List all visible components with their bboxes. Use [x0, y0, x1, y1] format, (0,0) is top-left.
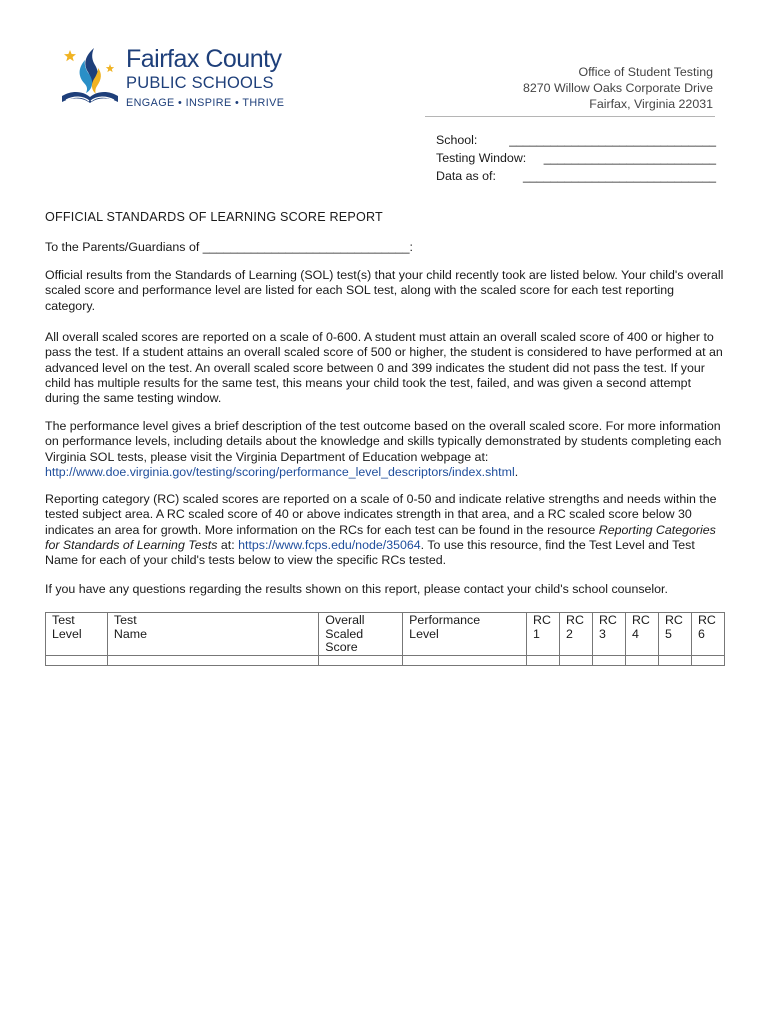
header-rc-3: RC 3 — [592, 613, 625, 656]
header-rc-5: RC 5 — [658, 613, 691, 656]
school-field — [436, 131, 716, 149]
school-blank: ______________________________ — [509, 133, 716, 147]
table-cell — [560, 655, 593, 665]
table-cell — [527, 655, 560, 665]
logo-tagline: ENGAGE • INSPIRE • THRIVE — [126, 97, 285, 109]
logo-star-right — [106, 64, 114, 72]
data-as-of-label: Data as of: — [436, 169, 496, 183]
logo-name-line2: PUBLIC SCHOOLS — [126, 74, 274, 92]
office-address — [523, 64, 713, 112]
office-name: Office of Student Testing — [578, 65, 713, 79]
table-cell — [403, 655, 527, 665]
testing-window-field — [436, 149, 716, 167]
logo-emblem-icon — [62, 48, 118, 103]
salutation: To the Parents/Guardians of ______________________________: — [45, 240, 413, 254]
header-test-level: Test Level — [46, 613, 108, 656]
fcps-logo — [58, 46, 308, 110]
table-cell — [658, 655, 691, 665]
table-cell — [46, 655, 108, 665]
performance-level-paragraph: The performance level gives a brief description of the test outcome based on the overall scaled score. For more information on performance levels, including details about the knowledge and skills typically demonstrated by students completing each Virginia SOL tests, please visit the Virginia Department of Education webpage at: http://www.doe.virginia.gov/testing/scoring/performance_level_descriptors/index.shtml. — [45, 419, 722, 479]
score-table — [45, 612, 725, 666]
intro-paragraph: Official results from the Standards of Learning (SOL) test(s) that your child recently took are listed below. Your child's overall scaled score and performance level are listed for each SOL test, along with the scaled score for each test reporting category. — [45, 268, 724, 313]
data-as-of-field — [436, 167, 716, 185]
header-rc-1: RC 1 — [527, 613, 560, 656]
logo-book — [62, 92, 118, 103]
header-divider — [425, 116, 715, 117]
header-performance-level: Performance Level — [403, 613, 527, 656]
report-fields — [436, 131, 716, 185]
data-as-of-blank: ____________________________ — [523, 169, 716, 183]
header-overall-scaled-score: Overall Scaled Score — [319, 613, 403, 656]
contact-paragraph: If you have any questions regarding the results shown on this report, please contact your child's school counselor. — [45, 582, 668, 596]
logo-name-line1: Fairfax County — [126, 46, 282, 73]
vdoe-link[interactable]: http://www.doe.virginia.gov/testing/scoring/performance_level_descriptors/index.shtml — [45, 464, 515, 479]
office-city: Fairfax, Virginia 22031 — [589, 97, 713, 111]
table-cell — [107, 655, 318, 665]
testing-window-label: Testing Window: — [436, 151, 527, 165]
office-street: 8270 Willow Oaks Corporate Drive — [522, 81, 713, 95]
table-cell — [625, 655, 658, 665]
table-cell — [319, 655, 403, 665]
table-cell — [592, 655, 625, 665]
logo-star-left — [64, 50, 76, 61]
header-test-name: Test Name — [107, 613, 318, 656]
fcps-resource-link[interactable]: https://www.fcps.edu/node/35064 — [238, 537, 421, 552]
table-row — [46, 655, 725, 665]
header-rc-2: RC 2 — [560, 613, 593, 656]
school-label: School: — [436, 133, 478, 147]
reporting-category-paragraph: Reporting category (RC) scaled scores are reported on a scale of 0-50 and indicate relative strengths and needs within the tested subject area. A RC scaled score of 40 or above indicates strength in that area, and a RC scaled score below 30 indicates an area for growth. More information on the RCs for each test can be found in the resource Reporting Categories for Standards of Learning Tests at: https://www.fcps.edu/node/35064. To use this resource, find the Test Level and Test Name for each of your child's tests below to view the specific RCs tested. — [45, 492, 717, 568]
resource-title: Reporting Categories for Standards of Learning Tests — [45, 522, 716, 552]
scaled-score-paragraph: All overall scaled scores are reported on a scale of 0-600. A student must attain an overall scaled score of 400 or higher to pass the test. If a student attains an overall scaled score of 500 or higher, the student is considered to have performed at an advanced level on the test. An overall scaled score between 0 and 399 indicates the student did not pass the test. If your child has multiple results for the same test, this means your child took the test, failed, and was given a second attempt during the same testing window. — [45, 330, 723, 406]
table-cell — [691, 655, 724, 665]
report-title: OFFICIAL STANDARDS OF LEARNING SCORE REPORT — [45, 210, 383, 224]
testing-window-blank: _________________________ — [543, 151, 716, 165]
header-rc-4: RC 4 — [625, 613, 658, 656]
header-rc-6: RC 6 — [691, 613, 724, 656]
table-header-row — [46, 613, 725, 656]
performance-level-text: The performance level gives a brief description of the test outcome based on the overall scaled score. For more information on performance levels, including details about the knowledge and skills typically demonstrated by students completing each Virginia SOL tests, please visit the Virginia Department of Education webpage at: — [45, 419, 722, 464]
